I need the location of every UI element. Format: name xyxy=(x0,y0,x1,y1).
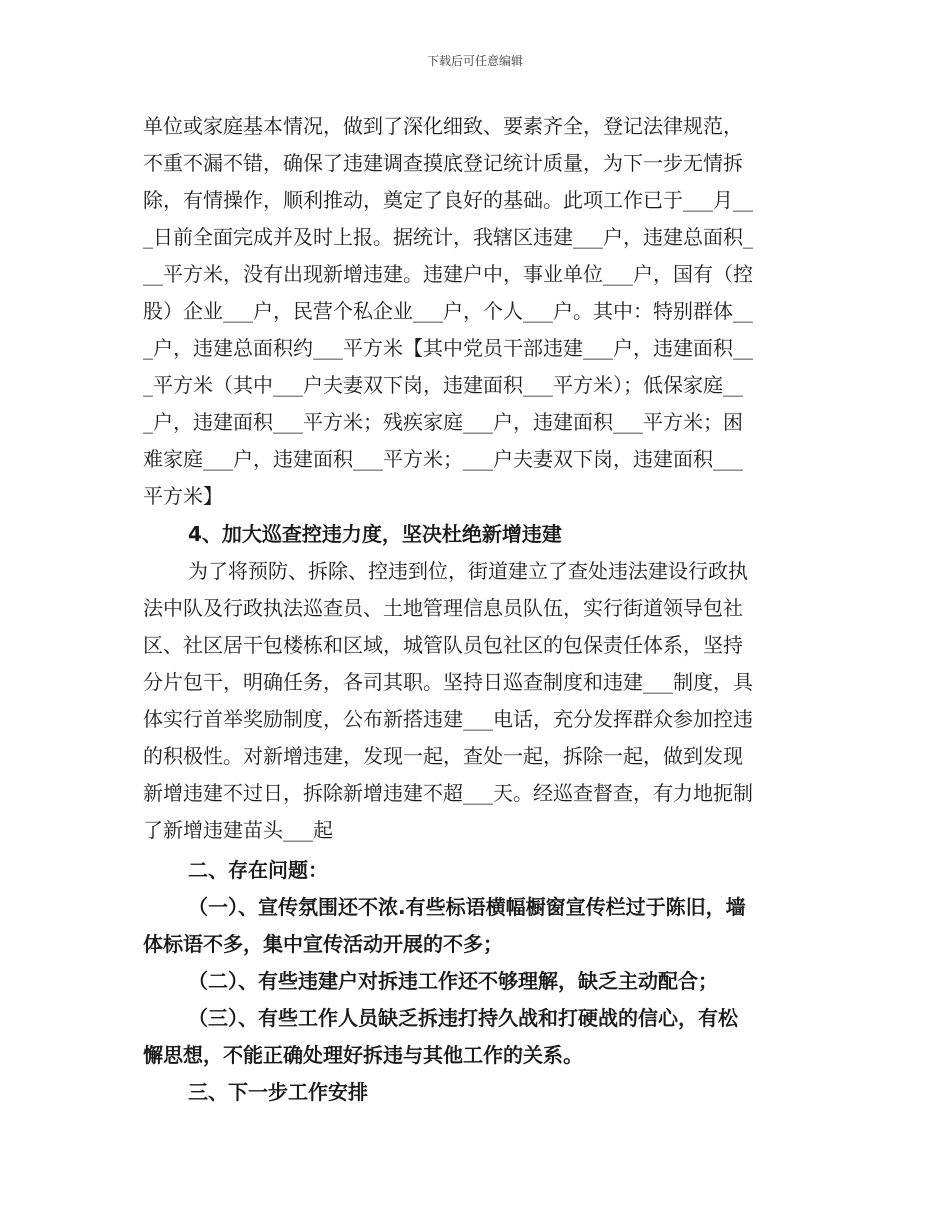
section-heading-3: 三、下一步工作安排 xyxy=(188,1080,368,1104)
paragraph-line: 单位或家庭基本情况，做到了深化细致、要素齐全，登记法律规范， xyxy=(143,114,743,138)
paragraph-line: 股）企业___户，民营个私企业___户，个人___户。其中：特别群体__ xyxy=(143,299,753,323)
paragraph-line: 不重不漏不错，确保了违建调查摸底登记统计质量，为下一步无情拆 xyxy=(143,151,743,175)
paragraph-line: _户，违建面积___平方米；残疾家庭___户，违建面积___平方米；困 xyxy=(143,410,743,434)
paragraph-line: _户，违建总面积约___平方米【其中党员干部违建___户，违建面积__ xyxy=(143,336,753,360)
paragraph-line: _平方米（其中___户夫妻双下岗，违建面积___平方米）；低保家庭__ xyxy=(143,373,743,397)
section-heading-2: 二、存在问题： xyxy=(188,858,328,882)
problem-item-1: （一）、宣传氛围还不浓.有些标语横幅橱窗宣传栏过于陈旧，墙 xyxy=(188,895,746,919)
problem-item-2: （二）、有些违建户对拆违工作还不够理解，缺乏主动配合； xyxy=(188,969,718,993)
problem-item-3: （三）、有些工作人员缺乏拆违打持久战和打硬战的信心，有松 xyxy=(188,1006,738,1030)
paragraph-line: 为了将预防、拆除、控违到位，街道建立了查处违法建设行政执 xyxy=(188,559,748,583)
page-header: 下载后可任意编辑 xyxy=(426,54,523,68)
paragraph-line: 的积极性。对新增违建，发现一起，查处一起，拆除一起，做到发现 xyxy=(143,744,743,768)
problem-item-3-cont: 懈思想，不能正确处理好拆违与其他工作的关系。 xyxy=(143,1043,583,1067)
paragraph-line: 体实行首举奖励制度，公布新搭违建___电话，充分发挥群众参加控违 xyxy=(143,707,753,731)
paragraph-line: 除，有情操作，顺利推动，奠定了良好的基础。此项工作已于___月__ xyxy=(143,188,753,212)
section-heading-4: 4、加大巡查控违力度，坚决杜绝新增违建 xyxy=(188,522,562,546)
paragraph-line: 区、社区居干包楼栋和区域，城管队员包社区的包保责任体系，坚持 xyxy=(143,633,743,657)
paragraph-line: _日前全面完成并及时上报。据统计，我辖区违建___户，违建总面积_ xyxy=(143,225,753,249)
paragraph-line: __平方米，没有出现新增违建。违建户中，事业单位___户，国有（控 xyxy=(143,262,753,286)
problem-item-1-cont: 体标语不多，集中宣传活动开展的不多； xyxy=(143,932,503,956)
paragraph-line: 平方米】 xyxy=(143,484,223,508)
paragraph-line: 难家庭___户，违建面积___平方米；___户夫妻双下岗，违建面积___ xyxy=(143,447,743,471)
paragraph-line: 法中队及行政执法巡查员、土地管理信息员队伍，实行街道领导包社 xyxy=(143,596,743,620)
paragraph-line: 了新增违建苗头___起 xyxy=(143,818,333,842)
paragraph-line: 新增违建不过日，拆除新增违建不超___天。经巡查督查，有力地扼制 xyxy=(143,781,753,805)
paragraph-line: 分片包干，明确任务，各司其职。坚持日巡查制度和违建___制度，具 xyxy=(143,670,753,694)
